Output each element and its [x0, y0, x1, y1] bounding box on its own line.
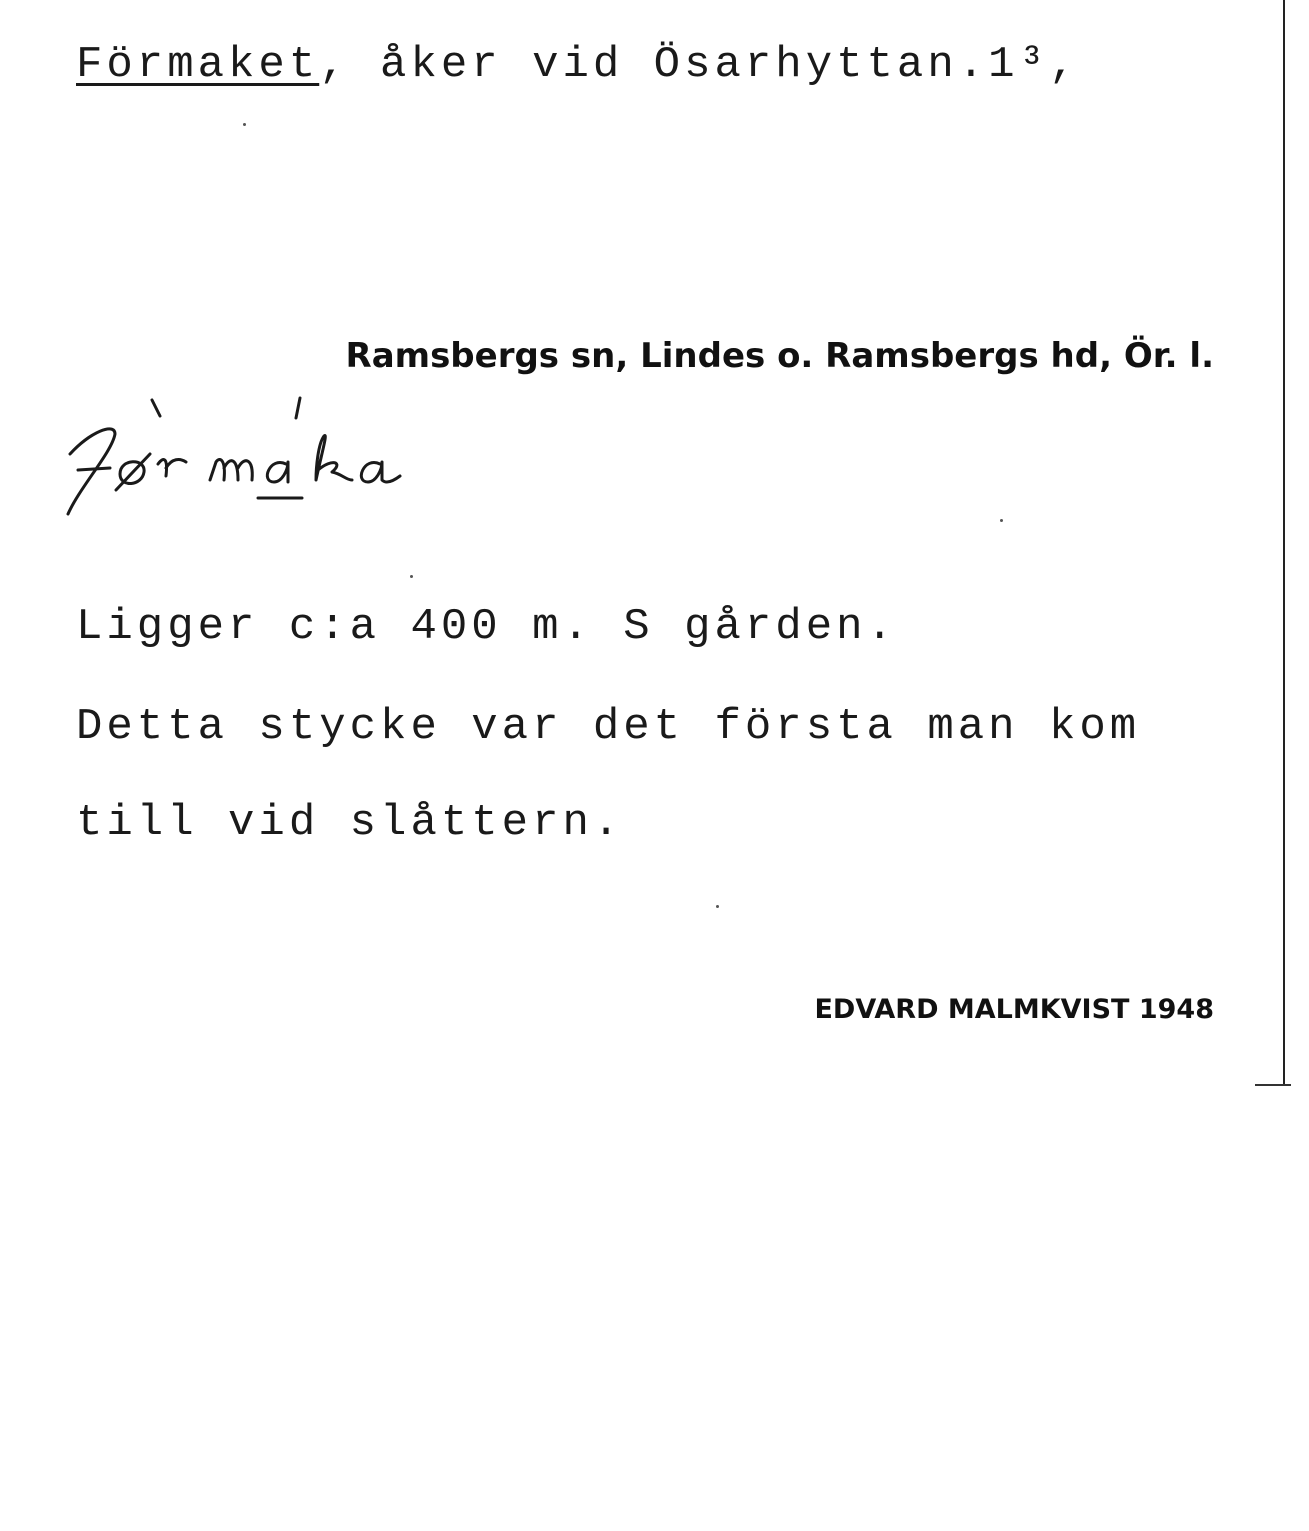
card-bottom-edge: [1255, 1084, 1291, 1086]
handwriting-drawing: [60, 392, 520, 532]
paper-speck: [410, 575, 413, 578]
paper-speck: [1000, 519, 1003, 522]
dialect-form-text: [60, 532, 61, 533]
body-line-1: Ligger c:a 400 m. S gården.: [76, 602, 897, 652]
headword: Förmaket: [76, 40, 320, 90]
handwritten-dialect-form: [60, 392, 520, 532]
heading-location: , åker vid Ösarhyttan.1³,: [319, 40, 1080, 90]
body-line-2: Detta stycke var det första man kom: [76, 702, 1141, 752]
recorder-stamp: EDVARD MALMKVIST 1948: [814, 994, 1214, 1025]
card-heading: [76, 40, 1079, 90]
paper-speck: [716, 905, 719, 908]
body-line-3: till vid slåttern.: [76, 798, 624, 848]
card-right-edge: [1283, 0, 1285, 1086]
paper-speck: [243, 123, 246, 126]
parish-stamp: Ramsbergs sn, Lindes o. Ramsbergs hd, Ör. l.: [345, 336, 1214, 376]
